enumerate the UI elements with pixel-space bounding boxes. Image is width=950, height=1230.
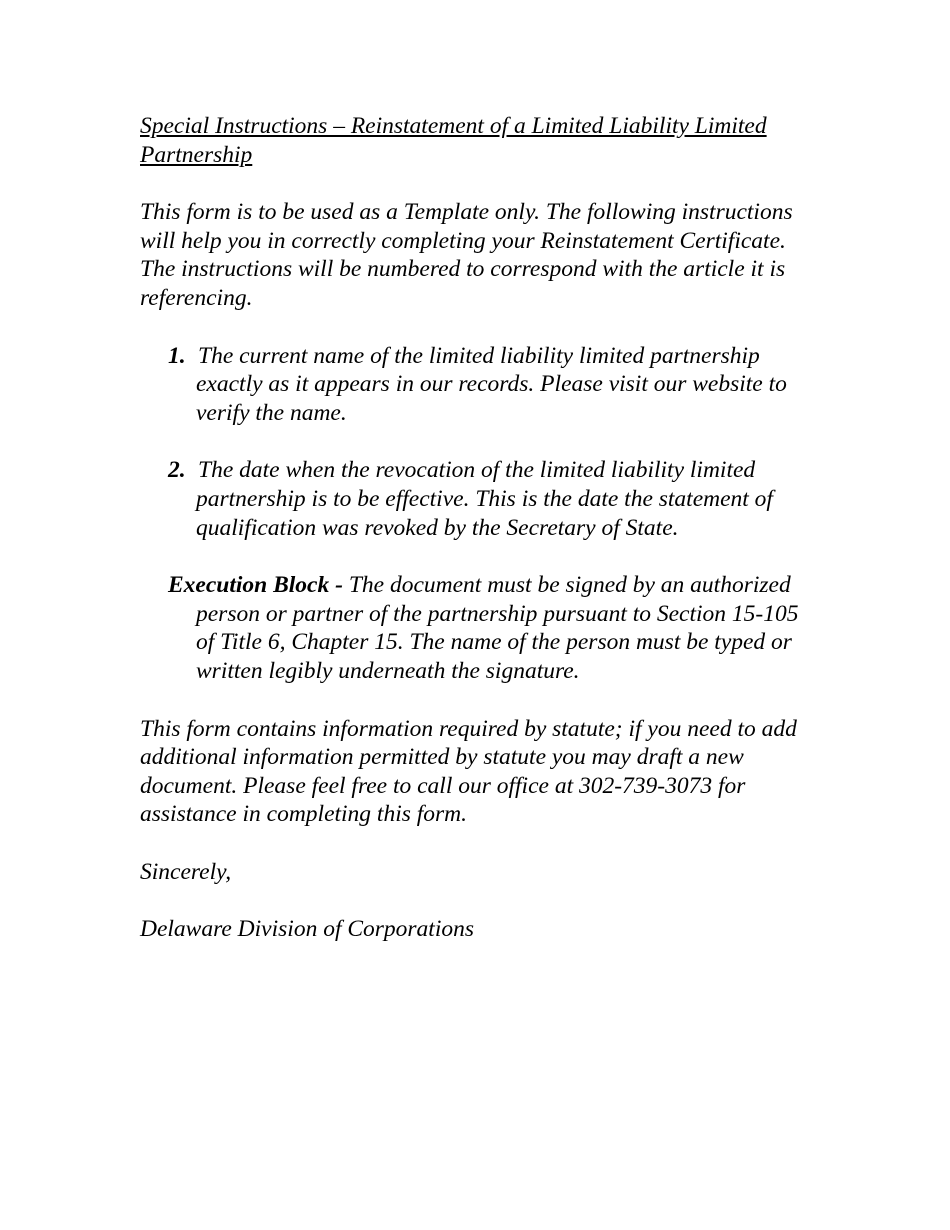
execution-block-label: Execution Block - (168, 572, 343, 599)
instruction-item-2 (168, 456, 820, 542)
instruction-item-1 (168, 342, 820, 428)
instruction-text: The date when the revocation of the limited liability limited partnership is to be effective. This is the date the statement of qualification was revoked by the Secretary of State. (196, 457, 773, 541)
closing-salutation: Sincerely, (140, 858, 232, 885)
instructions-page (140, 112, 820, 944)
organization-name: Delaware Division of Corporations (140, 916, 475, 943)
instruction-number: 2. (168, 457, 186, 484)
instruction-number: 1. (168, 342, 186, 369)
statute-note-paragraph: This form contains information required by statute; if you need to add additional information permitted by statute you may draft a new document. Please feel free to call our office at 302-739-3073 for assistance in completing this form. (140, 715, 797, 828)
page-title: Special Instructions – Reinstatement of a Limited Liability Limited Partnership (140, 113, 767, 168)
execution-block-text: The document must be signed by an authorized person or partner of the partnership pursuant to Section 15-105 of Title 6, Chapter 15. The name of the person must be typed or written legibly underneath the signature. (196, 572, 799, 684)
intro-paragraph: This form is to be used as a Template only. The following instructions will help you in correctly completing your Reinstatement Certificate. The instructions will be numbered to correspond with the article it is referencing. (140, 199, 793, 311)
instruction-text: The current name of the limited liability limited partnership exactly as it appears in our records. Please visit our website to verify the name. (196, 342, 787, 426)
execution-block-item (168, 571, 820, 685)
